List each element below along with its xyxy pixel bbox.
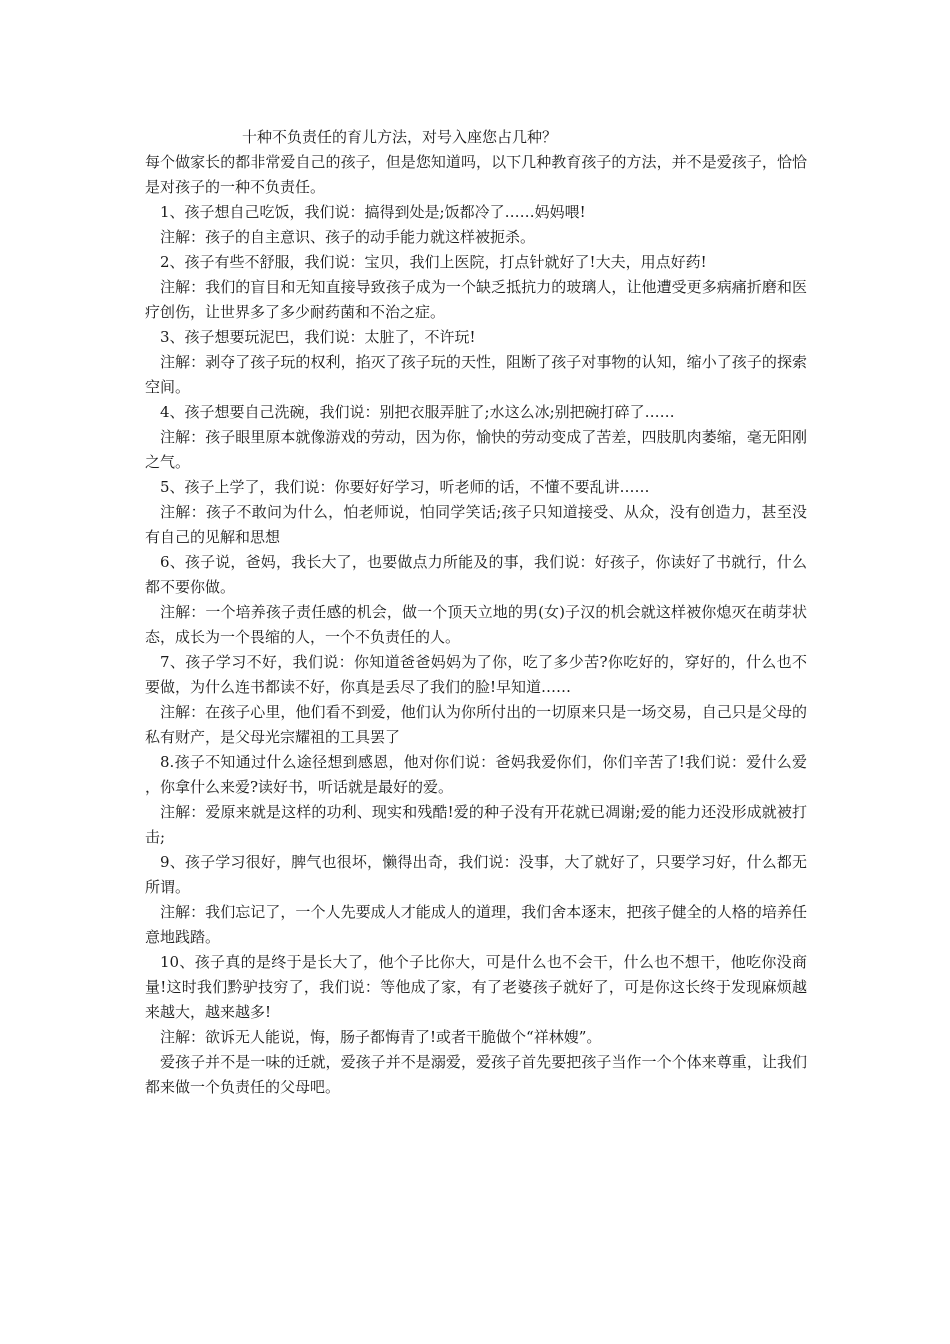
item-1: 1、孩子想自己吃饭，我们说：搞得到处是;饭都冷了……妈妈喂! — [160, 203, 586, 221]
item-8-note: 注解：爱原来就是这样的功利、现实和残酷!爱的种子没有开花就已凋谢;爱的能力还没形成就被打击; — [145, 803, 807, 846]
item-2-note: 注解：我们的盲目和无知直接导致孩子成为一个缺乏抵抗力的玻璃人，让他遭受更多病痛折磨和医疗创伤，让世界多了多少耐药菌和不治之症。 — [145, 278, 807, 321]
intro-paragraph: 每个做家长的都非常爱自己的孩子，但是您知道吗，以下几种教育孩子的方法，并不是爱孩子，恰恰是对孩子的一种不负责任。 — [145, 153, 807, 196]
item-9: 9、孩子学习很好，脾气也很坏，懒得出奇，我们说：没事，大了就好了，只要学习好，什么都无所谓。 — [145, 853, 807, 896]
item-4: 4、孩子想要自己洗碗，我们说：别把衣服弄脏了;水这么冰;别把碗打碎了…… — [160, 403, 675, 421]
item-3-note: 注解：剥夺了孩子玩的权利，掐灭了孩子玩的天性，阻断了孩子对事物的认知，缩小了孩子的探索空间。 — [145, 353, 807, 396]
item-7: 7、孩子学习不好，我们说：你知道爸爸妈妈为了你，吃了多少苦?你吃好的，穿好的，什么也不要做，为什么连书都读不好，你真是丢尽了我们的脸!早知道…… — [145, 653, 807, 696]
item-1-note: 注解：孩子的自主意识、孩子的动手能力就这样被扼杀。 — [160, 228, 536, 246]
item-8: 8.孩子不知通过什么途径想到感恩，他对你们说：爸妈我爱你们，你们辛苦了!我们说：爱什么爱，你拿什么来爱?读好书，听话就是最好的爱。 — [145, 753, 807, 796]
item-10: 10、孩子真的是终于是长大了，他个子比你大，可是什么也不会干，什么也不想干，他吃你没商量!这时我们黔驴技穷了，我们说：等他成了家，有了老婆孩子就好了，可是你这长终于发现麻烦越来越大，越来越多! — [145, 953, 807, 1021]
item-2: 2、孩子有些不舒服，我们说：宝贝，我们上医院，打点针就好了!大夫，用点好药! — [160, 253, 707, 271]
item-6-note: 注解：一个培养孩子责任感的机会，做一个顶天立地的男(女)子汉的机会就这样被你熄灭在萌芽状态，成长为一个畏缩的人，一个不负责任的人。 — [145, 603, 807, 646]
conclusion-paragraph: 爱孩子并不是一味的迁就，爱孩子并不是溺爱，爱孩子首先要把孩子当作一个个体来尊重，让我们都来做一个负责任的父母吧。 — [145, 1053, 807, 1096]
item-6: 6、孩子说，爸妈，我长大了，也要做点力所能及的事，我们说：好孩子，你读好了书就行，什么都不要你做。 — [145, 553, 807, 596]
item-10-note: 注解：欲诉无人能说，悔，肠子都悔青了!或者干脆做个“祥林嫂”。 — [160, 1028, 602, 1046]
item-9-note: 注解：我们忘记了，一个人先要成人才能成人的道理，我们舍本逐末，把孩子健全的人格的培养任意地践踏。 — [145, 903, 807, 946]
item-4-note: 注解：孩子眼里原本就像游戏的劳动，因为你，愉快的劳动变成了苦差，四肢肌肉萎缩，毫无阳刚之气。 — [145, 428, 807, 471]
document-title: 十种不负责任的育儿方法，对号入座您占几种？ — [242, 128, 558, 146]
item-3: 3、孩子想要玩泥巴，我们说：太脏了，不许玩! — [160, 328, 476, 346]
document-body — [145, 125, 807, 1100]
item-5: 5、孩子上学了，我们说：你要好好学习，听老师的话，不懂不要乱讲…… — [160, 478, 650, 496]
item-7-note: 注解：在孩子心里，他们看不到爱，他们认为你所付出的一切原来只是一场交易，自己只是父母的私有财产，是父母光宗耀祖的工具罢了 — [145, 703, 807, 746]
item-5-note: 注解：孩子不敢问为什么，怕老师说，怕同学笑话;孩子只知道接受、从众，没有创造力，甚至没有自己的见解和思想 — [145, 503, 807, 546]
